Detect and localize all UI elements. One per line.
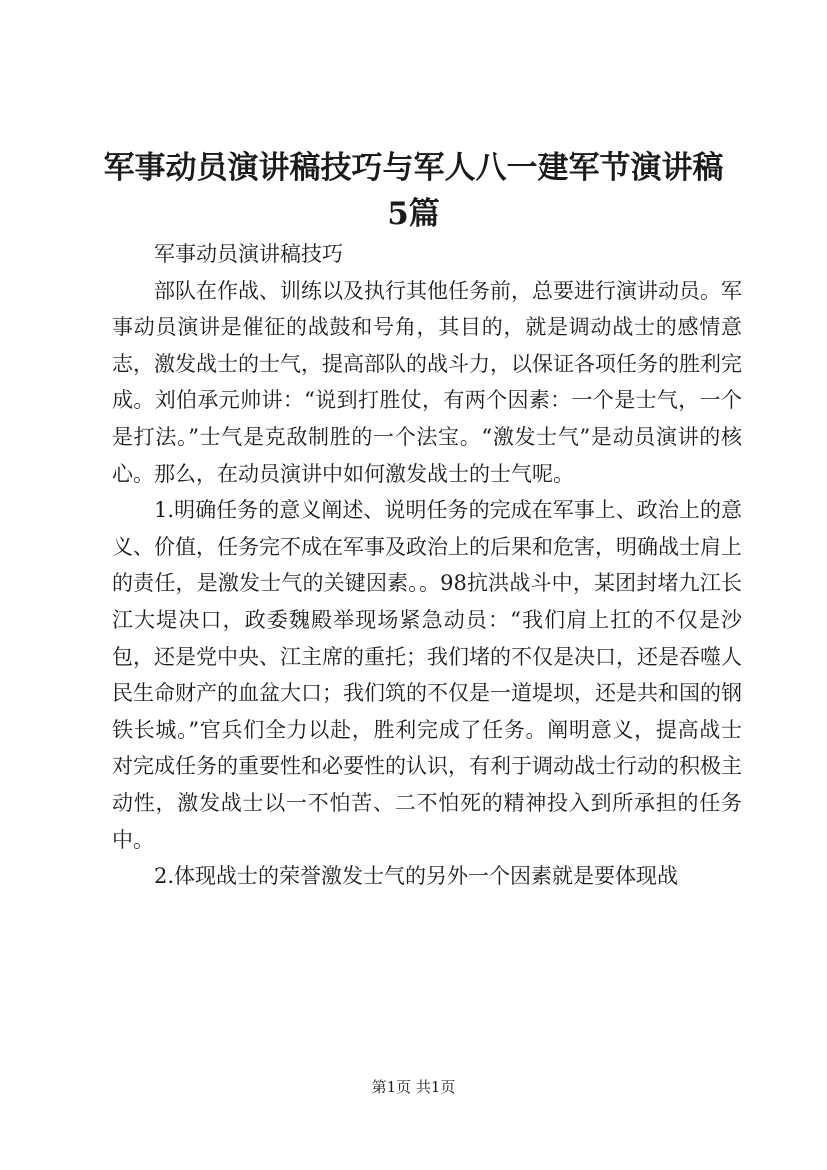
subheading: 军事动员演讲稿技巧 <box>154 242 343 266</box>
paragraph-point-1: 1.明确任务的意义阐述、说明任务的完成在军事上、政治上的意义、价值，任务完不成在军事及政治上的后果和危害，明确战士肩上的责任，是激发士气的关键因素。。98抗洪战斗中，某团封堵九江长江大堤决口，政委魏殿举现场紧急动员：“我们肩上扛的不仅是沙包，还是党中央、江主席的重托；我们堵的不仅是决口，还是吞噬人民生命财产的血盆大口；我们筑的不仅是一道堤坝，还是共和国的钢铁长城。”官兵们全力以赴，胜利完成了任务。阐明意义，提高战士对完成任务的重要性和必要性的认识，有利于调动战士行动的积极主动性，激发战士以一不怕苦、二不怕死的精神投入到所承担的任务中。 <box>112 498 742 852</box>
document-body <box>112 236 742 895</box>
document-title: 军事动员演讲稿技巧与军人八一建军节演讲稿5篇 <box>103 150 724 232</box>
paragraph-intro: 部队在作战、训练以及执行其他任务前，总要进行演讲动员。军事动员演讲是催征的战鼓和号角，其目的，就是调动战士的感情意志，激发战士的士气，提高部队的战斗力，以保证各项任务的胜利完成。刘伯承元帅讲：“说到打胜仗，有两个因素：一个是士气，一个是打法。”士气是克敌制胜的一个法宝。“激发士气”是动员演讲的核心。那么，在动员演讲中如何激发战士的士气呢。 <box>112 278 742 486</box>
page-number-footer: 第1页 共1页 <box>371 1078 456 1096</box>
paragraph-point-2: 2.体现战士的荣誉激发士气的另外一个因素就是要体现战 <box>154 864 679 889</box>
